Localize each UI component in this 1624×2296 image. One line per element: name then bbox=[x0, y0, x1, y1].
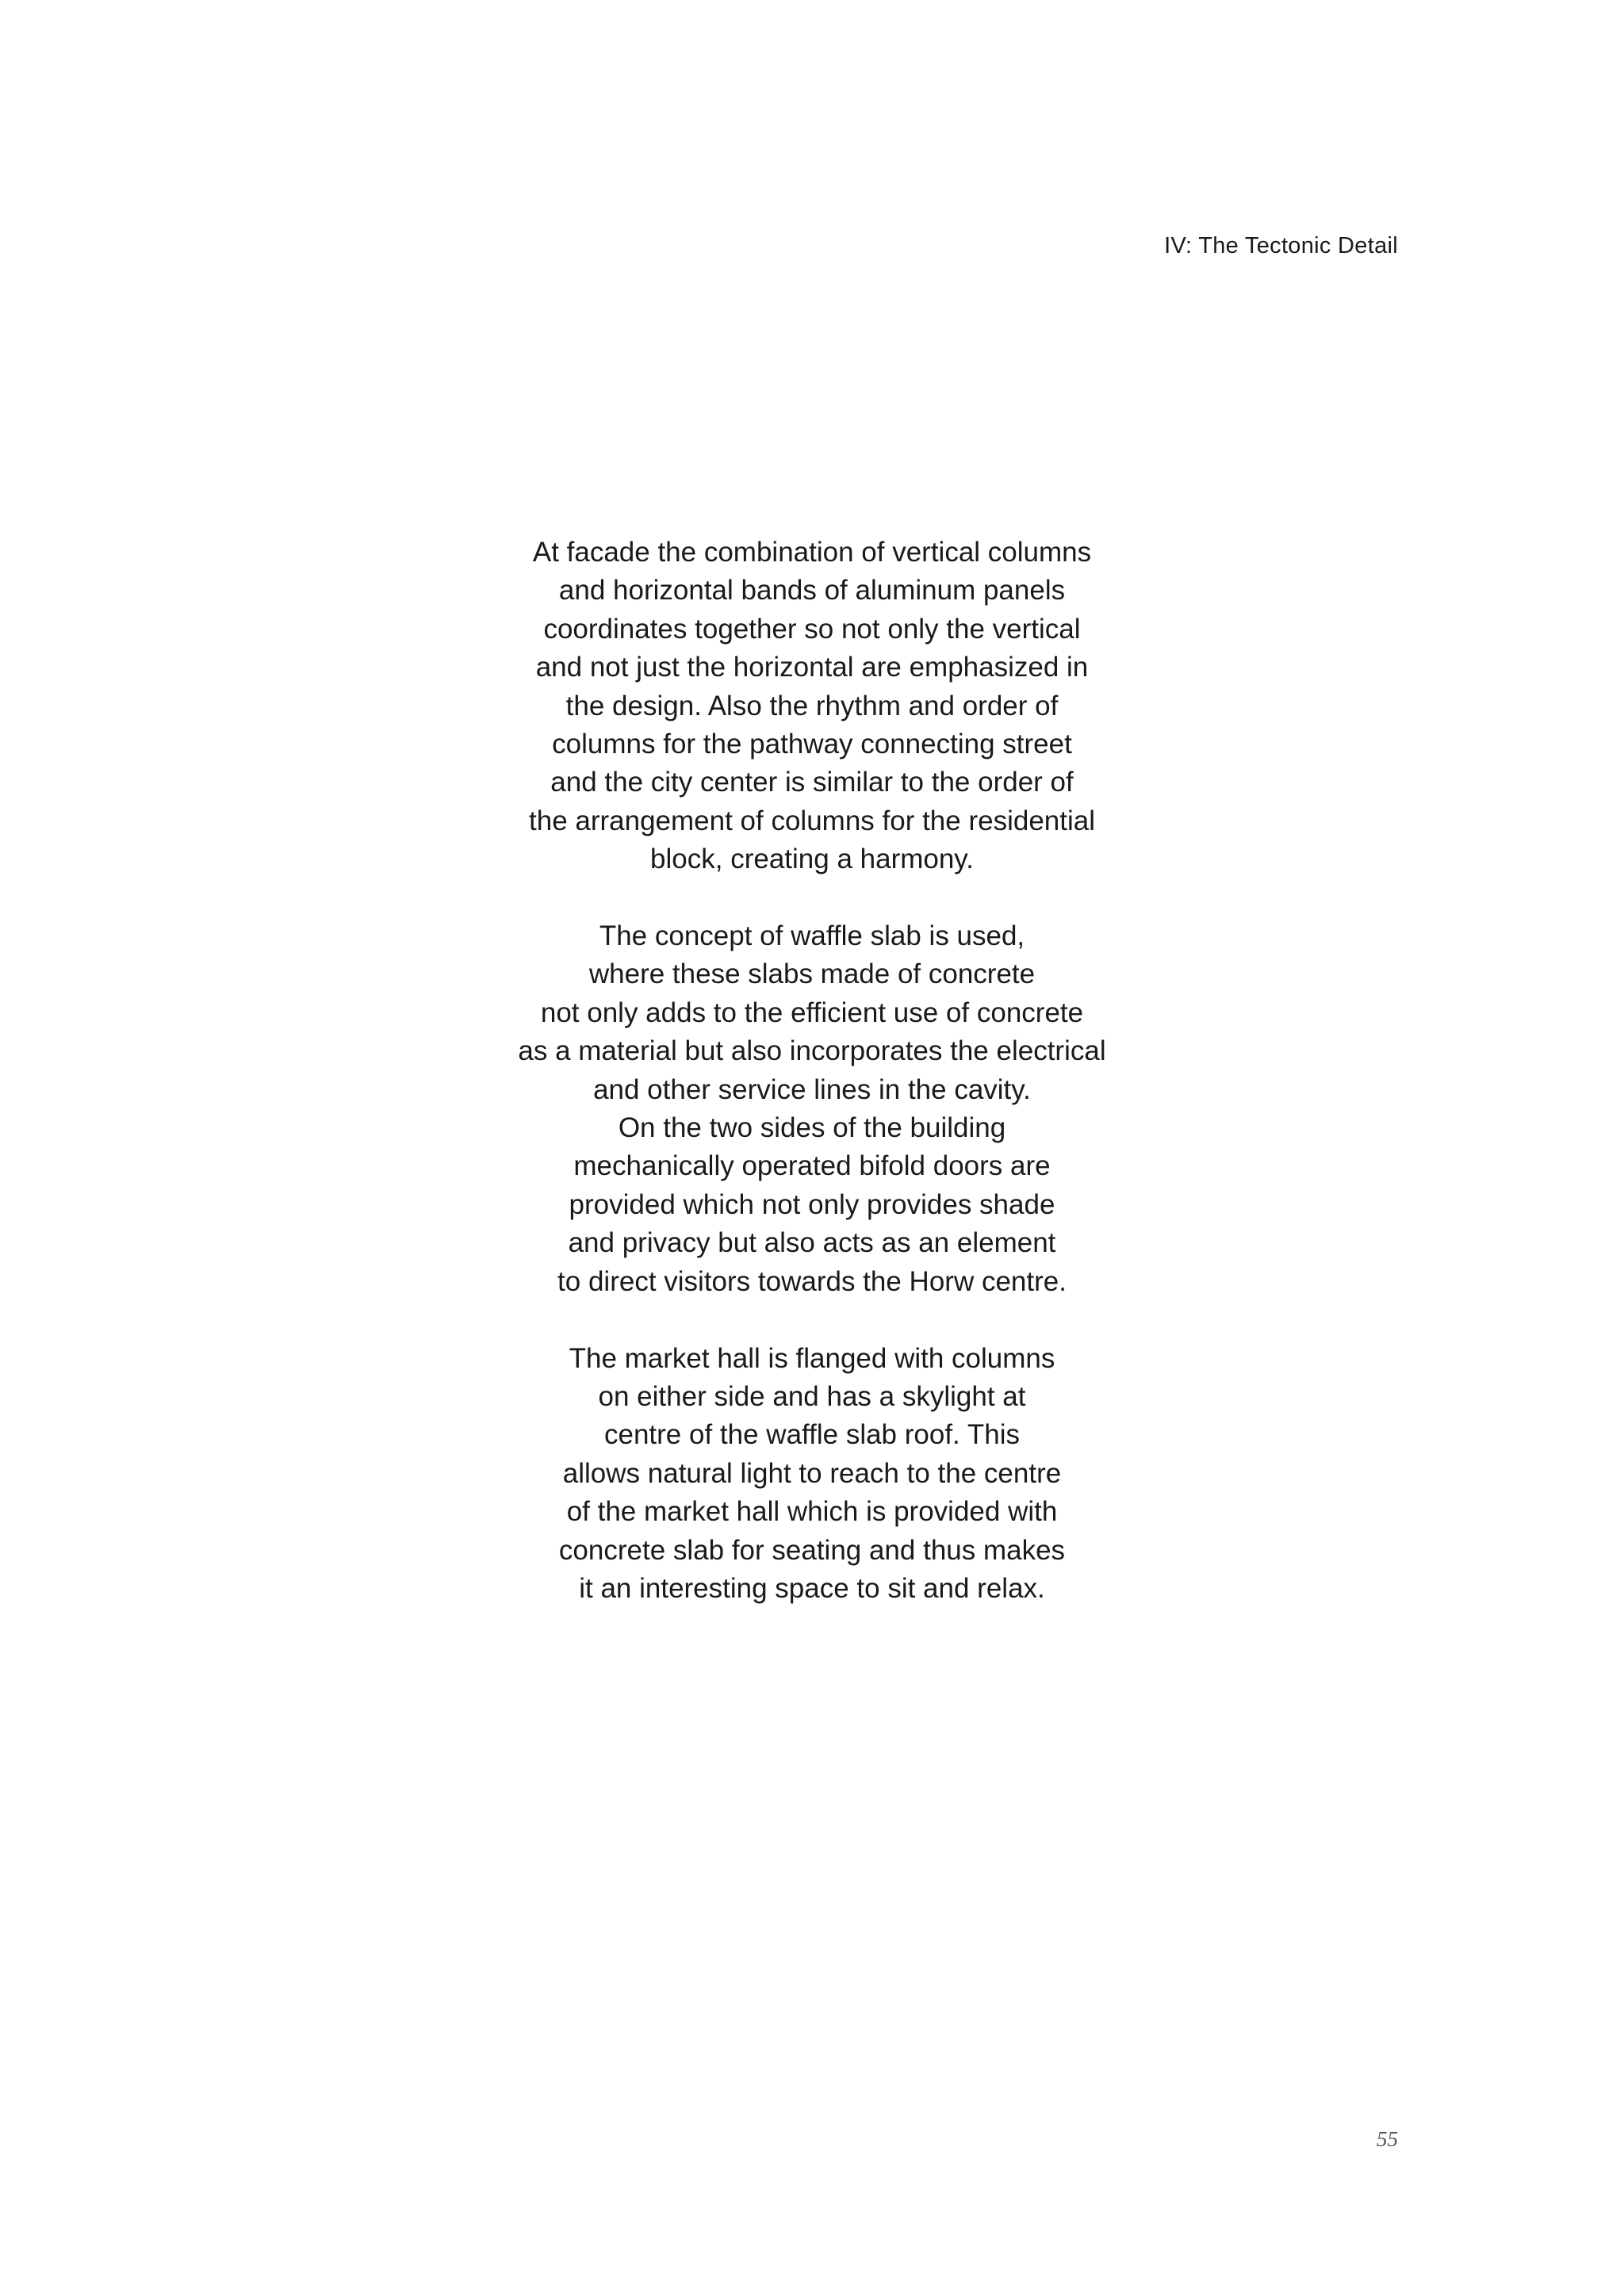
text-line: allows natural light to reach to the centre bbox=[562, 1457, 1062, 1489]
text-line: The concept of waffle slab is used, bbox=[599, 920, 1025, 952]
page-number: 55 bbox=[1377, 2127, 1398, 2151]
text-line: mechanically operated bifold doors are bbox=[573, 1150, 1051, 1182]
text-line: the design. Also the rhythm and order of bbox=[565, 690, 1059, 721]
text-line: concrete slab for seating and thus makes bbox=[558, 1534, 1066, 1566]
text-line: as a material but also incorporates the electrical bbox=[518, 1035, 1106, 1067]
text-line: the arrangement of columns for the residential bbox=[529, 805, 1095, 836]
text-line: and not just the horizontal are emphasized in bbox=[535, 652, 1089, 683]
chapter-heading: IV: The Tectonic Detail bbox=[1164, 233, 1398, 258]
body-text bbox=[0, 534, 1624, 1608]
text-line: On the two sides of the building bbox=[618, 1112, 1006, 1144]
text-line: and other service lines in the cavity. bbox=[593, 1073, 1031, 1105]
paragraph-facade bbox=[0, 534, 1624, 879]
text-line: and horizontal bands of aluminum panels bbox=[558, 575, 1066, 607]
text-line: it an interesting space to sit and relax. bbox=[579, 1572, 1045, 1604]
text-line: not only adds to the efficient use of concrete bbox=[540, 997, 1084, 1028]
text-line: of the market hall which is provided with bbox=[566, 1496, 1058, 1528]
text-line: and the city center is similar to the order of bbox=[550, 767, 1074, 798]
text-line: to direct visitors towards the Horw centre. bbox=[557, 1265, 1067, 1297]
text-line: At facade the combination of vertical columns bbox=[532, 537, 1092, 568]
text-line: block, creating a harmony. bbox=[650, 844, 974, 875]
text-line: centre of the waffle slab roof. This bbox=[604, 1419, 1020, 1451]
text-line: columns for the pathway connecting street bbox=[552, 729, 1072, 760]
text-line: on either side and has a skylight at bbox=[598, 1380, 1026, 1412]
text-line: The market hall is flanged with columns bbox=[569, 1342, 1055, 1374]
paragraph-market-hall bbox=[0, 1340, 1624, 1609]
text-line: and privacy but also acts as an element bbox=[568, 1227, 1056, 1259]
text-line: provided which not only provides shade bbox=[569, 1188, 1055, 1220]
paragraph-waffle-slab bbox=[0, 917, 1624, 1301]
text-line: where these slabs made of concrete bbox=[588, 959, 1036, 990]
text-line: coordinates together so not only the vertical bbox=[543, 613, 1081, 645]
